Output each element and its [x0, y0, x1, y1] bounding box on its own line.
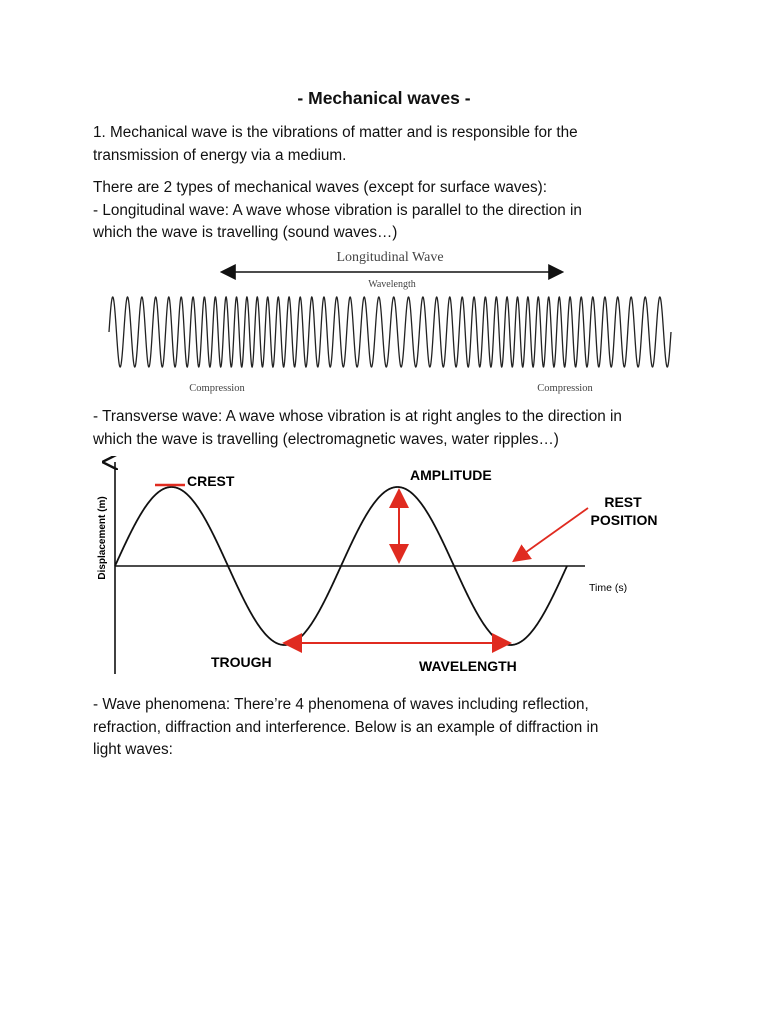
longitudinal-wave-figure: [105, 245, 675, 395]
text-line: which the wave is travelling (sound waves…): [93, 224, 398, 241]
longitudinal-wave-title: Longitudinal Wave: [336, 250, 444, 265]
trough-label: TROUGH: [211, 654, 272, 670]
rest-label: REST: [604, 494, 642, 510]
text-line: which the wave is travelling (electromagnetic waves, water ripples…): [93, 430, 559, 448]
y-axis-label: Displacement (m): [97, 496, 108, 580]
compression-right-label: Compression: [537, 383, 593, 394]
phenomena-paragraph: [93, 694, 683, 762]
transverse-paragraph: [93, 406, 683, 451]
text-line: There are 2 types of mechanical waves (except for surface waves):: [93, 179, 548, 196]
wavelength-label: WAVELENGTH: [419, 658, 517, 674]
types-paragraph: [93, 177, 683, 245]
position-label: POSITION: [590, 512, 658, 528]
text-line: 1. Mechanical wave is the vibrations of matter and is responsible for the: [93, 124, 578, 141]
x-axis-label: Time (s): [589, 582, 628, 594]
compression-left-label: Compression: [189, 383, 245, 394]
crest-label: CREST: [187, 473, 235, 489]
text-line: transmission of energy via a medium.: [93, 146, 347, 164]
intro-paragraph: [93, 122, 683, 167]
amplitude-label: AMPLITUDE: [410, 467, 492, 483]
page-title: - Mechanical waves -: [297, 88, 471, 108]
longitudinal-wavelength-label: Wavelength: [368, 279, 416, 290]
text-line: - Longitudinal wave: A wave whose vibration is parallel to the direction in: [93, 201, 582, 219]
text-line: - Transverse wave: A wave whose vibration is at right angles to the direction in: [93, 408, 622, 425]
text-line: - Wave phenomena: There’re 4 phenomena of waves including reflection,: [93, 696, 589, 713]
text-line: refraction, diffraction and interference. Below is an example of diffraction in: [93, 718, 599, 736]
transverse-wave-figure: [93, 456, 673, 678]
longitudinal-wave-curve: [109, 297, 671, 367]
rest-position-pointer: [515, 508, 588, 560]
text-line: light waves:: [93, 741, 173, 758]
